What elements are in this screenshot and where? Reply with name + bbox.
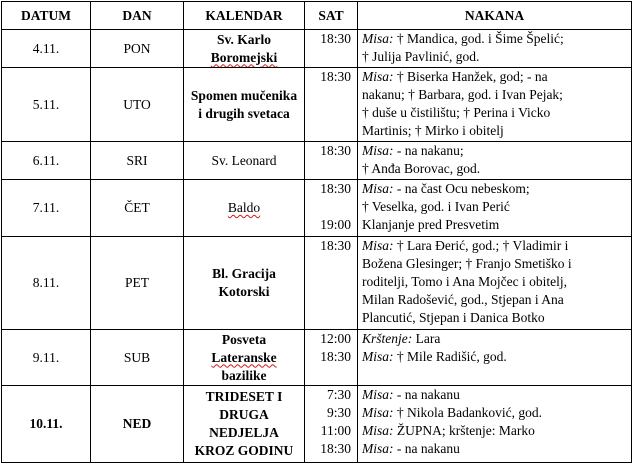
note-text: † Julija Pavlinić, god. <box>362 49 480 64</box>
calendar-cell <box>184 330 305 386</box>
date-cell: 5.11. <box>2 68 91 142</box>
note-text: † Mandica, god. i Šime Špelić; <box>393 31 564 46</box>
date-cell: 7.11. <box>2 180 91 237</box>
note-line <box>362 104 627 122</box>
date-cell: 10.11. <box>2 386 91 463</box>
note-label: Misa: <box>362 31 394 46</box>
calendar-line: i drugih svetaca <box>198 105 290 121</box>
note-text: nakanu; † Barbara, god. i Ivan Pejak; <box>362 87 563 102</box>
calendar-line: Spomen mučenika <box>190 87 298 103</box>
header-datum: DATUM <box>2 2 91 30</box>
day-cell: PON <box>91 30 184 68</box>
date-cell: 6.11. <box>2 142 91 180</box>
time-cell <box>305 142 358 180</box>
note-text: - na nakanu; <box>393 143 464 158</box>
note-line <box>362 422 627 440</box>
note-text: † Veselka, god. i Ivan Perić <box>362 199 510 214</box>
note-text: † Nikola Badanković, god. <box>393 405 542 420</box>
note-line <box>362 86 627 104</box>
calendar-line: Baldo <box>227 200 261 215</box>
calendar-line: Sv. Leonard <box>211 152 277 168</box>
calendar-line: Boromejski <box>210 49 278 65</box>
time-value: 19:00 <box>320 217 351 232</box>
day-cell: SUB <box>91 330 184 386</box>
note-label: Misa: <box>362 441 394 456</box>
note-line <box>362 348 627 366</box>
note-line <box>362 198 627 216</box>
note-text: - na nakanu <box>393 441 460 456</box>
note-line <box>362 386 627 404</box>
time-spacer <box>309 198 351 216</box>
table-row <box>2 386 632 463</box>
table-row <box>2 237 632 330</box>
header-sat: SAT <box>305 2 358 30</box>
note-text: - na čast Ocu nebeskom; <box>393 181 530 196</box>
note-text: roditelji, Tomo i Ana Mojčec i obitelj, <box>362 274 568 289</box>
note-cell <box>358 330 632 386</box>
note-text: Plancutić, Stjepan i Danica Botko <box>362 310 545 325</box>
time-value: 7:30 <box>326 387 351 402</box>
note-line <box>362 404 627 422</box>
calendar-line: TRIDESET I <box>205 389 283 404</box>
calendar-line: Lateranske <box>211 349 277 365</box>
note-text: † duše u čistilištu; † Perina i Vicko <box>362 105 551 120</box>
time-cell <box>305 68 358 142</box>
note-line <box>362 68 627 86</box>
calendar-line: bazilike <box>221 367 267 383</box>
note-cell <box>358 142 632 180</box>
day-cell: ČET <box>91 180 184 237</box>
note-text: Klanjanje pred Presvetim <box>362 217 500 232</box>
note-line <box>362 330 627 348</box>
calendar-line: Kotorski <box>218 284 270 299</box>
note-text: † Biserka Hanžek, god; - na <box>393 69 548 84</box>
header-row <box>2 2 632 30</box>
calendar-cell <box>184 237 305 330</box>
note-cell <box>358 180 632 237</box>
day-cell: NED <box>91 386 184 463</box>
note-text: ŽUPNA; krštenje: Marko <box>393 423 535 438</box>
time-value: 18:30 <box>320 143 351 158</box>
time-cell <box>305 180 358 237</box>
time-value: 18:30 <box>320 31 351 46</box>
time-cell <box>305 330 358 386</box>
time-value: 11:00 <box>320 423 351 438</box>
note-text: Lara <box>412 331 441 346</box>
note-line <box>362 237 627 255</box>
date-cell: 9.11. <box>2 330 91 386</box>
note-cell <box>358 237 632 330</box>
mass-schedule-table <box>1 1 632 463</box>
note-label: Misa: <box>362 349 394 364</box>
note-label: Misa: <box>362 181 394 196</box>
note-line <box>362 180 627 198</box>
note-cell <box>358 30 632 68</box>
note-text: - na nakanu <box>393 387 460 402</box>
header-nakana: NAKANA <box>358 2 632 30</box>
day-cell: UTO <box>91 68 184 142</box>
calendar-line: Bl. Gracija <box>212 266 276 281</box>
note-text: † Anđa Borovac, god. <box>362 161 481 176</box>
note-line <box>362 291 627 309</box>
note-text: † Lara Đerić, god.; † Vladimir i <box>393 238 569 253</box>
note-text: Martinis; † Mirko i obitelj <box>362 123 504 138</box>
note-cell <box>358 68 632 142</box>
note-label: Misa: <box>362 423 394 438</box>
calendar-cell <box>184 68 305 142</box>
calendar-cell <box>184 142 305 180</box>
table-row <box>2 30 632 68</box>
time-value: 18:30 <box>320 349 351 364</box>
note-label: Misa: <box>362 405 394 420</box>
note-text: † Mile Radišić, god. <box>393 349 507 364</box>
time-cell <box>305 237 358 330</box>
time-value: 18:30 <box>320 69 351 84</box>
note-label: Misa: <box>362 238 394 253</box>
note-line <box>362 309 627 327</box>
day-cell: SRI <box>91 142 184 180</box>
calendar-line: NEDJELJA <box>209 425 279 440</box>
time-value: 18:30 <box>320 238 351 253</box>
note-line <box>362 273 627 291</box>
calendar-line: KROZ GODINU <box>194 443 294 458</box>
note-line <box>362 142 627 160</box>
time-value: 9:30 <box>326 405 351 420</box>
note-label: Misa: <box>362 69 394 84</box>
time-value: 12:00 <box>320 331 351 346</box>
time-value: 18:30 <box>320 181 351 196</box>
date-cell: 8.11. <box>2 237 91 330</box>
table-row <box>2 330 632 386</box>
calendar-cell <box>184 386 305 463</box>
calendar-cell <box>184 180 305 237</box>
note-text: Božena Glesinger; † Franjo Smetiško i <box>362 256 572 271</box>
note-line <box>362 255 627 273</box>
schedule-sheet <box>1 1 632 463</box>
calendar-line: DRUGA <box>219 407 269 422</box>
note-line <box>362 216 627 234</box>
time-value: 18:30 <box>320 441 351 456</box>
header-kalendar: KALENDAR <box>184 2 305 30</box>
date-cell: 4.11. <box>2 30 91 68</box>
note-line <box>362 122 627 140</box>
note-line <box>362 160 627 178</box>
day-cell: PET <box>91 237 184 330</box>
time-cell <box>305 386 358 463</box>
calendar-line: Posveta <box>221 331 267 347</box>
note-line <box>362 440 627 458</box>
note-label: Krštenje: <box>362 331 413 346</box>
note-label: Misa: <box>362 387 394 402</box>
table-row <box>2 180 632 237</box>
note-label: Misa: <box>362 143 394 158</box>
note-text: Milan Radošević, god., Stjepan i Ana <box>362 292 564 307</box>
note-cell <box>358 386 632 463</box>
note-line <box>362 48 627 66</box>
table-row <box>2 142 632 180</box>
header-dan: DAN <box>91 2 184 30</box>
calendar-line: Sv. Karlo <box>216 31 271 47</box>
table-row <box>2 68 632 142</box>
note-line <box>362 30 627 48</box>
time-cell <box>305 30 358 68</box>
calendar-cell <box>184 30 305 68</box>
